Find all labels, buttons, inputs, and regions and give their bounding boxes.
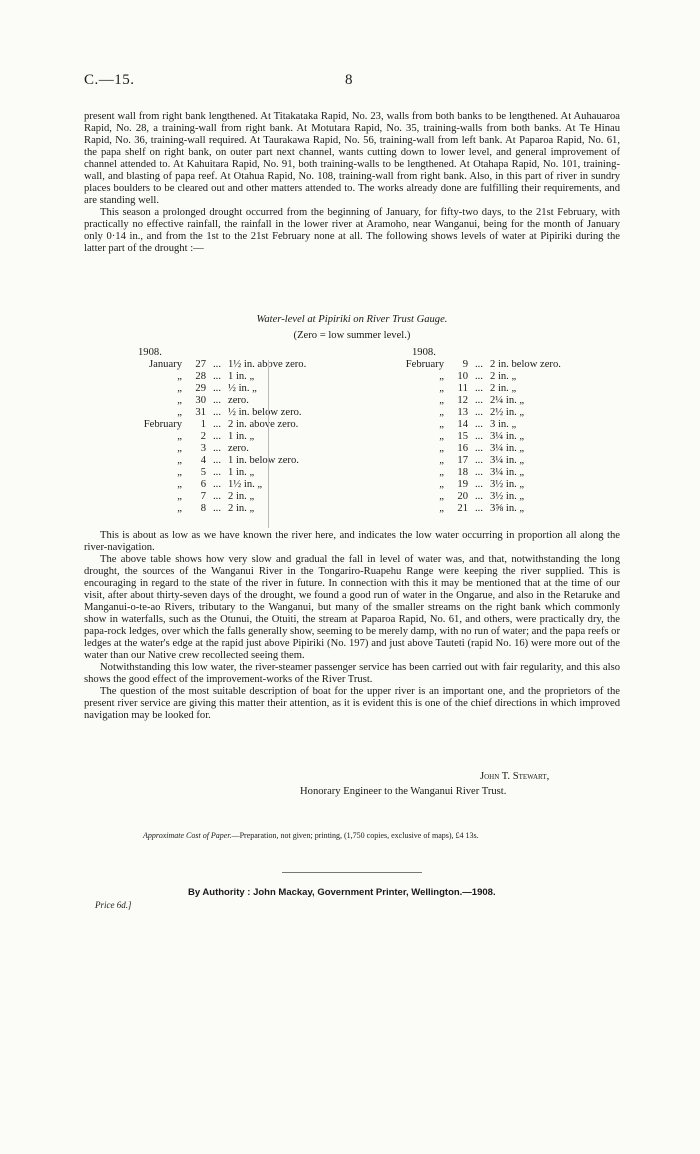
cell-dots: ... xyxy=(475,371,483,382)
cell-month: „ xyxy=(177,431,182,442)
cell-month: „ xyxy=(439,431,444,442)
cell-day: 28 xyxy=(195,371,206,382)
cell-dots: ... xyxy=(475,443,483,454)
cell-level: 1 in. „ xyxy=(228,431,255,442)
cell-level: ½ in. below zero. xyxy=(228,407,302,418)
table-row xyxy=(120,383,378,395)
table-row xyxy=(120,419,378,431)
cell-level: 2 in. „ xyxy=(490,383,517,394)
cell-month: „ xyxy=(177,455,182,466)
cell-level: 2 in. below zero. xyxy=(490,359,561,370)
cell-day: 16 xyxy=(457,443,468,454)
cell-month: „ xyxy=(439,479,444,490)
cell-dots: ... xyxy=(213,455,221,466)
cell-level: zero. xyxy=(228,443,249,454)
cell-day: 3 xyxy=(200,443,206,454)
cell-month: „ xyxy=(439,383,444,394)
cell-day: 18 xyxy=(457,467,468,478)
cell-day: 7 xyxy=(200,491,206,502)
table-row xyxy=(120,443,378,455)
cell-dots: ... xyxy=(213,359,221,370)
cell-day: 13 xyxy=(457,407,468,418)
cell-month: „ xyxy=(439,467,444,478)
table-shows-paragraph: The above table shows how very slow and gradual the fall in level of water was, and that, notwithstanding the long drought, the sources of the Wanganui River in the Tongariro-Ruapehu Range were keeping the river supplied. This is encouraging in regard to the state of the river in future. In connection with this it may be mentioned that at the time of our visit, after about thirty-seven days of the drought, we found a good run of water in the Ongarue, and also in the Retaruke and Manganui-o-te-ao Rivers, tributary to the Wanganui, but many of the smaller streams on the right bank which commonly show in waterfalls, such as the Otunui, the Otuiti, the stream at Paparoa Rapid, No. 61, and others, were practically dry, the papa-rock ledges, over which the falls generally show, seeming to be merely damp, with no run of water; and the papa reefs or ledges at the water's edge at the rapid just above Pipiriki (No. 197) and just above Tauteti (rapid No. 16) were more out of the water than our Native crew recollected seeing them. xyxy=(84,554,620,661)
cell-dots: ... xyxy=(475,491,483,502)
cell-month: „ xyxy=(177,467,182,478)
cell-level: 2 in. „ xyxy=(228,491,255,502)
cell-month: January xyxy=(149,359,182,370)
low-paragraph: This is about as low as we have known the river here, and indicates the low water occurring in proportion all along the river-navigation. xyxy=(84,530,620,553)
cell-month: „ xyxy=(177,443,182,454)
price-label: Price 6d.] xyxy=(95,900,132,910)
cell-dots: ... xyxy=(213,419,221,430)
table-row xyxy=(382,443,640,455)
table-row xyxy=(382,455,640,467)
footer-rule xyxy=(282,872,422,873)
cell-dots: ... xyxy=(213,395,221,406)
table-row xyxy=(120,371,378,383)
cell-month: „ xyxy=(177,479,182,490)
cell-day: 14 xyxy=(457,419,468,430)
cell-month: „ xyxy=(177,491,182,502)
cell-level: ½ in. „ xyxy=(228,383,257,394)
cell-day: 21 xyxy=(457,503,468,514)
cell-level: 1 in. below zero. xyxy=(228,455,299,466)
cell-month: „ xyxy=(177,395,182,406)
cell-level: 3¼ in. „ xyxy=(490,467,525,478)
document-code: C.—15. xyxy=(84,72,135,88)
left-column xyxy=(120,347,378,515)
cell-month: „ xyxy=(177,407,182,418)
cell-day: 6 xyxy=(200,479,206,490)
table-row xyxy=(382,431,640,443)
cell-month: „ xyxy=(439,395,444,406)
cell-level: 3½ in. „ xyxy=(490,491,525,502)
cell-dots: ... xyxy=(213,503,221,514)
table-row xyxy=(120,503,378,515)
cell-level: 3¼ in. „ xyxy=(490,431,525,442)
cell-day: 9 xyxy=(462,359,468,370)
cell-level: 2½ in. „ xyxy=(490,407,525,418)
table-row xyxy=(382,419,640,431)
cell-level: 2 in. „ xyxy=(228,503,255,514)
table-row xyxy=(382,491,640,503)
cell-day: 8 xyxy=(200,503,206,514)
cell-month: „ xyxy=(439,503,444,514)
table-row xyxy=(120,455,378,467)
right-column xyxy=(382,347,640,515)
cell-day: 5 xyxy=(200,467,206,478)
cell-day: 4 xyxy=(200,455,206,466)
signature-name: John T. Stewart, xyxy=(480,771,550,782)
cell-month: „ xyxy=(439,491,444,502)
cell-dots: ... xyxy=(475,455,483,466)
cell-dots: ... xyxy=(213,467,221,478)
cell-day: 11 xyxy=(457,383,468,394)
table-row xyxy=(120,467,378,479)
table-row xyxy=(382,503,640,515)
cell-day: 29 xyxy=(195,383,206,394)
cell-level: 3⅝ in. „ xyxy=(490,503,525,514)
cell-dots: ... xyxy=(475,431,483,442)
cell-dots: ... xyxy=(475,479,483,490)
cell-level: 1½ in. „ xyxy=(228,479,263,490)
table-row xyxy=(382,467,640,479)
cell-dots: ... xyxy=(475,467,483,478)
cell-day: 2 xyxy=(200,431,206,442)
body-text-lower xyxy=(84,530,620,722)
cell-month: „ xyxy=(439,407,444,418)
cell-dots: ... xyxy=(475,503,483,514)
cell-dots: ... xyxy=(475,359,483,370)
table-row xyxy=(382,359,640,371)
cell-day: 10 xyxy=(457,371,468,382)
cell-month: „ xyxy=(439,371,444,382)
cell-month: February xyxy=(143,419,182,430)
cell-dots: ... xyxy=(213,491,221,502)
cell-level: 3 in. „ xyxy=(490,419,517,430)
intro-paragraph: present wall from right bank lengthened. At Titakataka Rapid, No. 23, walls from both banks to be lengthened. At Auhauaroa Rapid, No. 28, a training-wall from right bank. At Motutara Rapid, No. 35, training-walls from both banks. At Te Hinau Rapid, No. 36, training-wall required. At Taurakawa Rapid, No. 56, training-wall from left bank. At Paparoa Rapid, No. 61, the papa shelf on right bank, on outer part next channel, wants cutting down to lower level, and general improvement of channel attended to. At Kahuitara Rapid, No. 91, both training-walls to be lengthened. At Otahapa Rapid, No. 101, training-wall, and blasting of papa reef. At Otahua Rapid, No. 108, training-wall from right bank. Also, in this part of river in sundry places boulders to be cleared out and other matters attended to. The works already done are fulfilling their requirements, and are standing well. xyxy=(84,111,620,206)
table-subtitle: (Zero = low summer level.) xyxy=(293,330,411,341)
boat-paragraph: The question of the most suitable description of boat for the upper river is an important one, and the proprietors of the present river service are giving this matter their attention, as it is evident this is one of the chief directions in which improved navigation may be looked for. xyxy=(84,686,620,721)
table-row xyxy=(120,431,378,443)
table-row xyxy=(120,491,378,503)
cell-month: February xyxy=(405,359,444,370)
cell-level: zero. xyxy=(228,395,249,406)
signature-title: Honorary Engineer to the Wanganui River Trust. xyxy=(300,786,507,797)
cell-day: 1 xyxy=(200,419,206,430)
cell-level: 3¼ in. „ xyxy=(490,455,525,466)
cell-dots: ... xyxy=(213,407,221,418)
cell-day: 15 xyxy=(457,431,468,442)
table-row xyxy=(120,479,378,491)
cell-dots: ... xyxy=(475,395,483,406)
left-year: 1908. xyxy=(138,347,162,358)
table-row xyxy=(382,371,640,383)
cell-level: 2¼ in. „ xyxy=(490,395,525,406)
cell-dots: ... xyxy=(213,383,221,394)
cell-dots: ... xyxy=(213,431,221,442)
steamer-paragraph: Notwithstanding this low water, the river-steamer passenger service has been carried out with fair regularity, and this also shows the good effect of the improvement-works of the River Trust. xyxy=(84,662,620,685)
table-row xyxy=(382,395,640,407)
cell-level: 2 in. „ xyxy=(490,371,517,382)
cost-note: Approximate Cost of Paper.—Preparation, not given; printing, (1,750 copies, exclusive of maps), £4 13s. xyxy=(143,831,479,840)
cell-month: „ xyxy=(439,455,444,466)
page-number: 8 xyxy=(345,72,353,88)
table-row xyxy=(382,407,640,419)
cell-day: 20 xyxy=(457,491,468,502)
cell-level: 1 in. „ xyxy=(228,371,255,382)
right-year: 1908. xyxy=(412,347,436,358)
cell-level: 2 in. above zero. xyxy=(228,419,299,430)
table-row xyxy=(120,359,378,371)
table-title: Water-level at Pipiriki on River Trust Gauge. xyxy=(256,314,448,325)
cell-month: „ xyxy=(439,419,444,430)
cell-day: 12 xyxy=(457,395,468,406)
table-row xyxy=(382,383,640,395)
table-row xyxy=(382,479,640,491)
cell-level: 3¼ in. „ xyxy=(490,443,525,454)
cell-day: 30 xyxy=(195,395,206,406)
cell-month: „ xyxy=(177,503,182,514)
cell-month: „ xyxy=(177,371,182,382)
cell-day: 17 xyxy=(457,455,468,466)
table-divider xyxy=(268,360,269,528)
cell-level: 1½ in. above zero. xyxy=(228,359,307,370)
cell-dots: ... xyxy=(475,407,483,418)
cell-level: 1 in. „ xyxy=(228,467,255,478)
cell-dots: ... xyxy=(475,383,483,394)
cell-day: 19 xyxy=(457,479,468,490)
drought-paragraph: This season a prolonged drought occurred from the beginning of January, for fifty-two days, to the 21st February, with practically no effective rainfall, the rainfall in the lower river at Aramoho, near Wanganui, being for the month of January only 0·14 in., and from the 1st to the 21st February none at all. The following shows levels of water at Pipiriki during the latter part of the drought :— xyxy=(84,207,620,254)
table-row xyxy=(120,407,378,419)
cell-month: „ xyxy=(177,383,182,394)
cell-month: „ xyxy=(439,443,444,454)
cell-day: 31 xyxy=(195,407,206,418)
cell-dots: ... xyxy=(213,371,221,382)
table-row xyxy=(120,395,378,407)
cell-day: 27 xyxy=(195,359,206,370)
cell-level: 3½ in. „ xyxy=(490,479,525,490)
authority-line: By Authority : John Mackay, Government Printer, Wellington.—1908. xyxy=(188,887,496,898)
cell-dots: ... xyxy=(213,443,221,454)
cell-dots: ... xyxy=(213,479,221,490)
body-text-upper xyxy=(84,111,620,255)
cell-dots: ... xyxy=(475,419,483,430)
